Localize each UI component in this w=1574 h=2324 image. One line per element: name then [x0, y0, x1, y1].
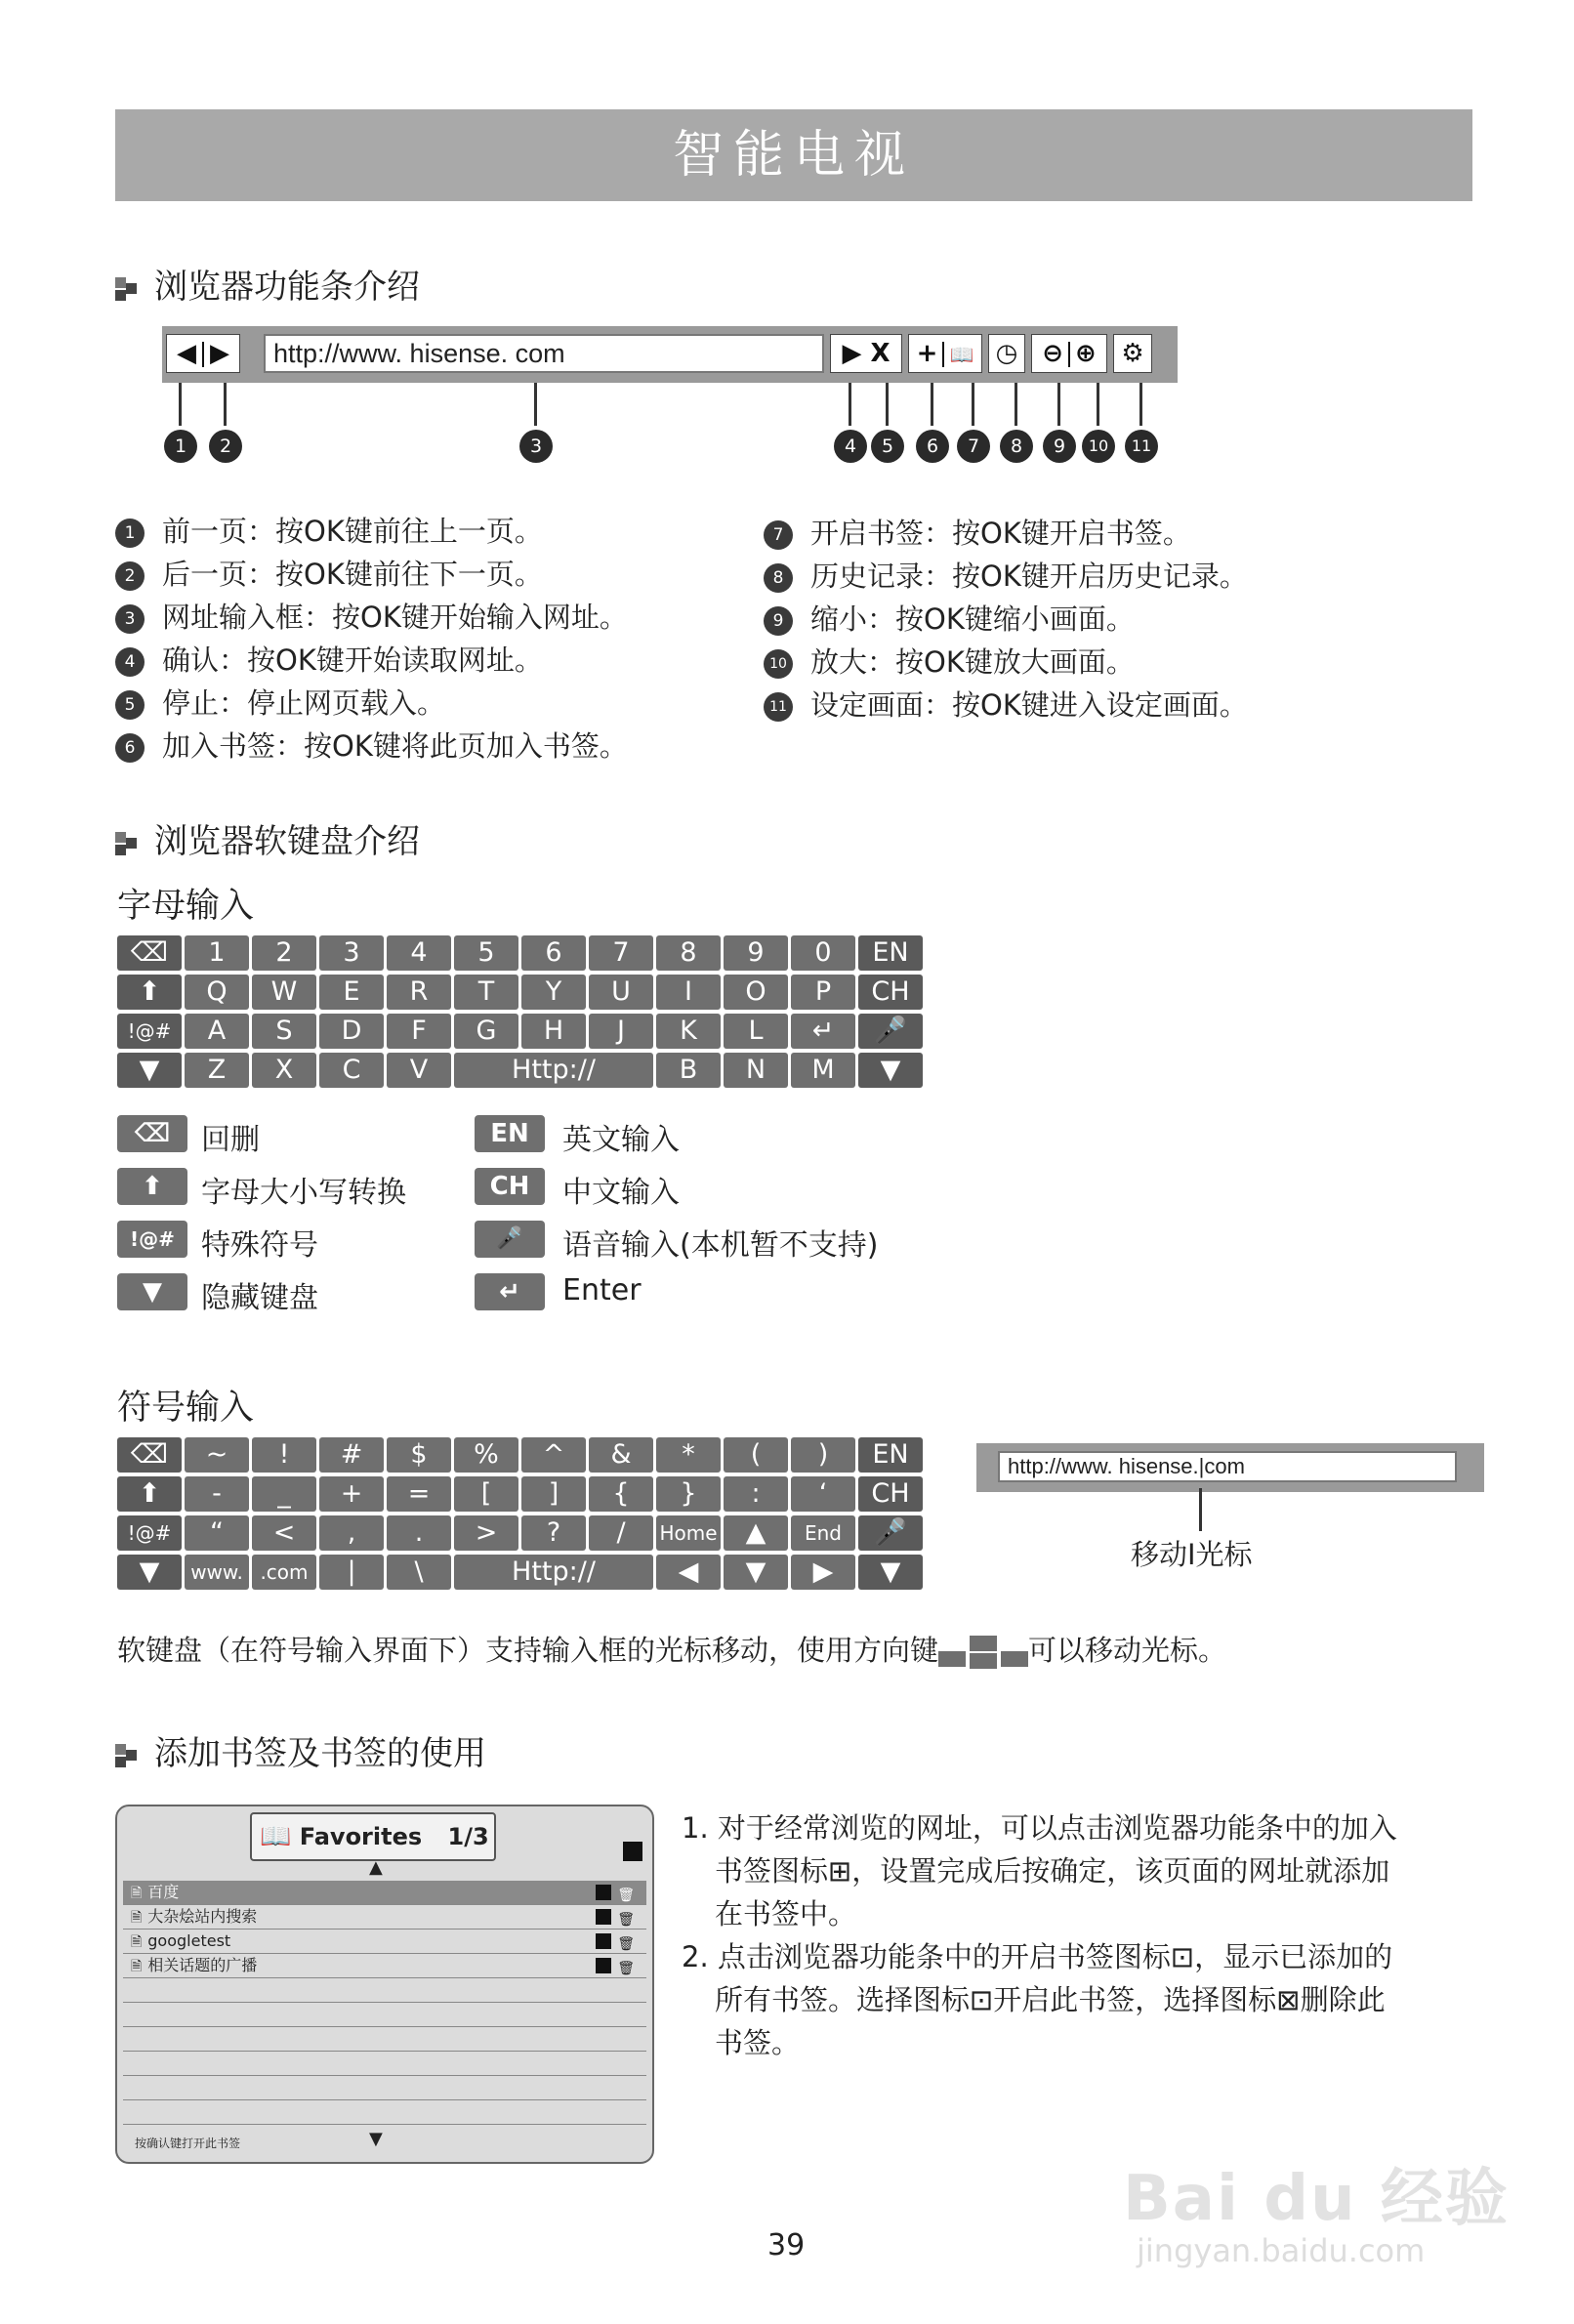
page-number: 39: [767, 2228, 806, 2262]
callout-number: 3: [519, 430, 553, 463]
keyboard-key[interactable]: EN: [858, 935, 923, 971]
keyboard-key[interactable]: \: [387, 1555, 451, 1590]
open-bookmark-icon[interactable]: [596, 1885, 611, 1900]
keyboard-key[interactable]: M: [791, 1053, 855, 1088]
legend-key-backspace: ⌫: [117, 1115, 187, 1152]
keyboard-key[interactable]: H: [521, 1014, 586, 1049]
keyboard-key[interactable]: &: [589, 1437, 653, 1473]
keyboard-key[interactable]: ▼: [724, 1555, 788, 1590]
feature-item: 9 缩小：按OK键缩小画面。: [764, 598, 1135, 638]
open-bookmark-icon[interactable]: 📖: [949, 343, 974, 366]
settings-icon[interactable]: ⚙: [1113, 334, 1152, 373]
keyboard-key[interactable]: W: [252, 975, 316, 1010]
go-stop-buttons[interactable]: [830, 334, 902, 373]
callout-number: 9: [1043, 430, 1076, 463]
section-title: 浏览器功能条介绍: [154, 268, 420, 307]
keyboard-key[interactable]: 🎤: [858, 1515, 923, 1551]
feature-item: 2 后一页：按OK键前往下一页。: [115, 553, 543, 593]
legend-key-enter: ↵: [475, 1273, 545, 1310]
keyboard-key[interactable]: ]: [521, 1476, 586, 1512]
book-icon: 📖: [260, 1822, 292, 1851]
keyboard-key[interactable]: 5: [454, 935, 518, 971]
bookmark-step-2: 2. 点击浏览器功能条中的开启书签图标⊡，显示已添加的 所有书签。选择图标⊡开启此书签，选择图标⊠删除此 书签。: [682, 1940, 1393, 2059]
feature-item: 3 网址输入框：按OK键开始输入网址。: [115, 596, 628, 636]
feature-item: 6 加入书签：按OK键将此页加入书签。: [115, 725, 628, 765]
delete-bookmark-icon[interactable]: 🗑: [617, 1912, 635, 1928]
keyboard-key[interactable]: Y: [521, 975, 586, 1010]
favorites-panel: [115, 1805, 654, 2164]
scroll-up-icon[interactable]: ▲: [369, 1857, 383, 1878]
keyboard-key[interactable]: ▼: [858, 1555, 923, 1590]
cursor-demo-label: 移动I光标: [1131, 1538, 1253, 1571]
keyboard-key[interactable]: ↵: [791, 1014, 855, 1049]
open-bookmark-icon[interactable]: [596, 1909, 611, 1925]
cursor-demo-bar: [976, 1443, 1484, 1492]
keyboard-key[interactable]: A: [185, 1014, 249, 1049]
url-input[interactable]: http://www. hisense. com: [264, 334, 824, 373]
section-bullet-icon: [115, 1744, 139, 1767]
keyboard-key[interactable]: L: [724, 1014, 788, 1049]
keyboard-key[interactable]: >: [454, 1515, 518, 1551]
keyboard-key[interactable]: +: [319, 1476, 384, 1512]
keyboard-key[interactable]: O: [724, 975, 788, 1010]
callout-number: 10: [1082, 430, 1115, 463]
keyboard-key[interactable]: .com: [252, 1555, 316, 1590]
keyboard-key[interactable]: 7: [589, 935, 653, 971]
arrow-keys-icon: [938, 1636, 1028, 1669]
keyboard-key[interactable]: ): [791, 1437, 855, 1473]
open-bookmark-icon[interactable]: [596, 1933, 611, 1949]
keyboard-key[interactable]: D: [319, 1014, 384, 1049]
bookmark-item[interactable]: 🗎 百度 🗑: [123, 1881, 646, 1905]
feature-item: 4 确认：按OK键开始读取网址。: [115, 639, 543, 679]
cursor-note: 软键盘（在符号输入界面下）支持输入框的光标移动，使用方向键 可以移动光标。: [117, 1634, 1227, 1667]
delete-bookmark-icon[interactable]: 🗑: [617, 1888, 635, 1903]
bookmark-item[interactable]: 🗎 googletest 🗑: [123, 1930, 646, 1954]
zoom-in-icon[interactable]: ⊕: [1075, 339, 1097, 368]
keyboard-key[interactable]: F: [387, 1014, 451, 1049]
back-icon[interactable]: ◀: [177, 339, 196, 368]
section-heading-bookmarks: [115, 1726, 486, 1774]
browser-toolbar-figure: [162, 326, 1178, 383]
callout-number: 1: [164, 430, 197, 463]
keyboard-key[interactable]: Http://: [454, 1555, 653, 1590]
legend-key-symbols: !@#: [117, 1221, 187, 1258]
keyboard-key[interactable]: ◀: [656, 1555, 721, 1590]
feature-item: 8 历史记录：按OK键开启历史记录。: [764, 555, 1248, 595]
callout-number: 8: [1000, 430, 1033, 463]
feature-item: 1 前一页：按OK键前往上一页。: [115, 510, 543, 550]
close-square-icon[interactable]: [623, 1842, 642, 1861]
keyboard-key[interactable]: /: [589, 1515, 653, 1551]
keyboard-key[interactable]: End: [791, 1515, 855, 1551]
keyboard-key[interactable]: {: [589, 1476, 653, 1512]
keyboard-key[interactable]: 8: [656, 935, 721, 971]
history-icon[interactable]: ◷: [988, 334, 1025, 373]
legend-key-mic: 🎤: [475, 1221, 545, 1258]
section-heading-keyboard: [115, 814, 420, 862]
section-title: 添加书签及书签的使用: [154, 1734, 486, 1773]
bookmark-buttons[interactable]: [908, 334, 982, 373]
keyboard-key[interactable]: 1: [185, 935, 249, 971]
keyboard-key[interactable]: :: [724, 1476, 788, 1512]
keyboard-key[interactable]: %: [454, 1437, 518, 1473]
keyboard-key[interactable]: EN: [858, 1437, 923, 1473]
watermark-logo: Bai du 经验: [1123, 2163, 1510, 2235]
delete-bookmark-icon[interactable]: 🗑: [617, 1936, 635, 1952]
keyboard-key[interactable]: =: [387, 1476, 451, 1512]
keyboard-key[interactable]: ▼: [117, 1555, 182, 1590]
keyboard-key[interactable]: E: [319, 975, 384, 1010]
keyboard-key[interactable]: K: [656, 1014, 721, 1049]
zoom-buttons[interactable]: [1031, 334, 1107, 373]
open-bookmark-icon[interactable]: [596, 1958, 611, 1973]
keyboard-key[interactable]: !@#: [117, 1014, 182, 1049]
zoom-out-icon[interactable]: ⊖: [1042, 339, 1063, 368]
watermark-url: jingyan.baidu.com: [1137, 2232, 1426, 2269]
keyboard-key[interactable]: CH: [858, 975, 923, 1010]
keyboard-key[interactable]: X: [252, 1053, 316, 1088]
legend-label: 特殊符号: [201, 1228, 318, 1263]
keyboard-key[interactable]: N: [724, 1053, 788, 1088]
add-bookmark-icon[interactable]: +: [916, 339, 938, 368]
legend-label: 字母大小写转换: [201, 1176, 406, 1210]
feature-item: 10 放大：按OK键放大画面。: [764, 641, 1135, 681]
keyboard-key[interactable]: !@#: [117, 1515, 182, 1551]
alpha-input-title: 字母输入: [117, 887, 255, 926]
keyboard-key[interactable]: Z: [185, 1053, 249, 1088]
section-bullet-icon: [115, 832, 139, 855]
favorites-footer: 按确认键打开此书签: [135, 2137, 241, 2150]
keyboard-key[interactable]: T: [454, 975, 518, 1010]
keyboard-key[interactable]: P: [791, 975, 855, 1010]
keyboard-key[interactable]: ⌫: [117, 935, 182, 971]
symbol-input-title: 符号输入: [117, 1389, 255, 1428]
callout-number: 7: [957, 430, 990, 463]
bookmark-item[interactable]: 🗎 相关话题的广播 🗑: [123, 1954, 646, 1978]
feature-item: 11 设定画面：按OK键进入设定画面。: [764, 684, 1248, 724]
keyboard-key[interactable]: (: [724, 1437, 788, 1473]
delete-bookmark-icon[interactable]: 🗑: [617, 1961, 635, 1976]
bookmark-step-1: 1. 对于经常浏览的网址，可以点击浏览器功能条中的加入 书签图标⊞，设置完成后按确定，该页面的网址就添加 在书签中。: [682, 1811, 1397, 1930]
keyboard-key[interactable]: <: [252, 1515, 316, 1551]
keyboard-key[interactable]: #: [319, 1437, 384, 1473]
callout-number: 5: [871, 430, 904, 463]
section-bullet-icon: [115, 277, 139, 301]
keyboard-key[interactable]: CH: [858, 1476, 923, 1512]
keyboard-key[interactable]: ▶: [791, 1555, 855, 1590]
keyboard-key[interactable]: [: [454, 1476, 518, 1512]
keyboard-key[interactable]: ⌫: [117, 1437, 182, 1473]
legend-key-ch: CH: [475, 1168, 545, 1205]
keyboard-key[interactable]: B: [656, 1053, 721, 1088]
legend-label: 中文输入: [562, 1176, 680, 1210]
keyboard-key[interactable]: }: [656, 1476, 721, 1512]
legend-label: Enter: [562, 1273, 642, 1307]
keyboard-key[interactable]: 0: [791, 935, 855, 971]
feature-item: 5 停止：停止网页载入。: [115, 682, 445, 722]
keyboard-key[interactable]: 6: [521, 935, 586, 971]
legend-key-hide: ▼: [117, 1273, 187, 1310]
legend-label: 回删: [201, 1123, 260, 1157]
callout-number: 2: [209, 430, 242, 463]
keyboard-key[interactable]: G: [454, 1014, 518, 1049]
keyboard-key[interactable]: www.: [185, 1555, 249, 1590]
symbol-keyboard: [117, 1437, 918, 1592]
keyboard-key[interactable]: -: [185, 1476, 249, 1512]
keyboard-key[interactable]: !: [252, 1437, 316, 1473]
keyboard-key[interactable]: Http://: [454, 1053, 653, 1088]
keyboard-key[interactable]: ▲: [724, 1515, 788, 1551]
keyboard-key[interactable]: ▼: [858, 1053, 923, 1088]
keyboard-key[interactable]: ^: [521, 1437, 586, 1473]
keyboard-key[interactable]: ?: [521, 1515, 586, 1551]
stop-icon[interactable]: X: [870, 339, 891, 368]
keyboard-key[interactable]: 🎤: [858, 1014, 923, 1049]
scroll-down-icon[interactable]: ▼: [369, 2129, 383, 2149]
bookmark-item[interactable]: 🗎 大杂烩站内搜索 🗑: [123, 1905, 646, 1930]
keyboard-key[interactable]: J: [589, 1014, 653, 1049]
keyboard-key[interactable]: 9: [724, 935, 788, 971]
keyboard-key[interactable]: 2: [252, 935, 316, 971]
keyboard-key[interactable]: R: [387, 975, 451, 1010]
go-icon[interactable]: ▶: [842, 339, 862, 368]
forward-icon[interactable]: ▶: [210, 339, 229, 368]
keyboard-key[interactable]: .: [387, 1515, 451, 1551]
keyboard-key[interactable]: |: [319, 1555, 384, 1590]
cursor-demo-url: http://www. hisense.|com: [998, 1451, 1457, 1482]
callout-number: 11: [1125, 430, 1158, 463]
keyboard-key[interactable]: ~: [185, 1437, 249, 1473]
section-heading-browser-bar: [115, 260, 420, 308]
keyboard-key[interactable]: 3: [319, 935, 384, 971]
keyboard-key[interactable]: *: [656, 1437, 721, 1473]
keyboard-key[interactable]: ⬆: [117, 975, 182, 1010]
keyboard-key[interactable]: Q: [185, 975, 249, 1010]
callout-number: 4: [834, 430, 867, 463]
keyboard-key[interactable]: C: [319, 1053, 384, 1088]
legend-label: 英文输入: [562, 1123, 680, 1157]
keyboard-key[interactable]: “: [185, 1515, 249, 1551]
keyboard-key[interactable]: _: [252, 1476, 316, 1512]
feature-item: 7 开启书签：按OK键开启书签。: [764, 512, 1191, 552]
legend-label: 隐藏键盘: [201, 1281, 318, 1315]
favorites-header: 📖 Favorites 1/3: [250, 1812, 496, 1861]
page-banner: 智能电视: [115, 109, 1472, 201]
keyboard-key[interactable]: ⬆: [117, 1476, 182, 1512]
keyboard-key[interactable]: Home: [656, 1515, 721, 1551]
keyboard-key[interactable]: ‘: [791, 1476, 855, 1512]
legend-label: 语音输入(本机暂不支持): [562, 1228, 879, 1263]
legend-key-shift: ⬆: [117, 1168, 187, 1205]
back-forward-buttons[interactable]: [166, 334, 240, 373]
callout-number: 6: [916, 430, 949, 463]
keyboard-key[interactable]: ▼: [117, 1053, 182, 1088]
keyboard-key[interactable]: 4: [387, 935, 451, 971]
section-title: 浏览器软键盘介绍: [154, 822, 420, 861]
keyboard-key[interactable]: ,: [319, 1515, 384, 1551]
keyboard-key[interactable]: $: [387, 1437, 451, 1473]
keyboard-key[interactable]: I: [656, 975, 721, 1010]
keyboard-key[interactable]: U: [589, 975, 653, 1010]
keyboard-key[interactable]: S: [252, 1014, 316, 1049]
legend-key-en: EN: [475, 1115, 545, 1152]
keyboard-key[interactable]: V: [387, 1053, 451, 1088]
alpha-keyboard: [117, 935, 918, 1090]
